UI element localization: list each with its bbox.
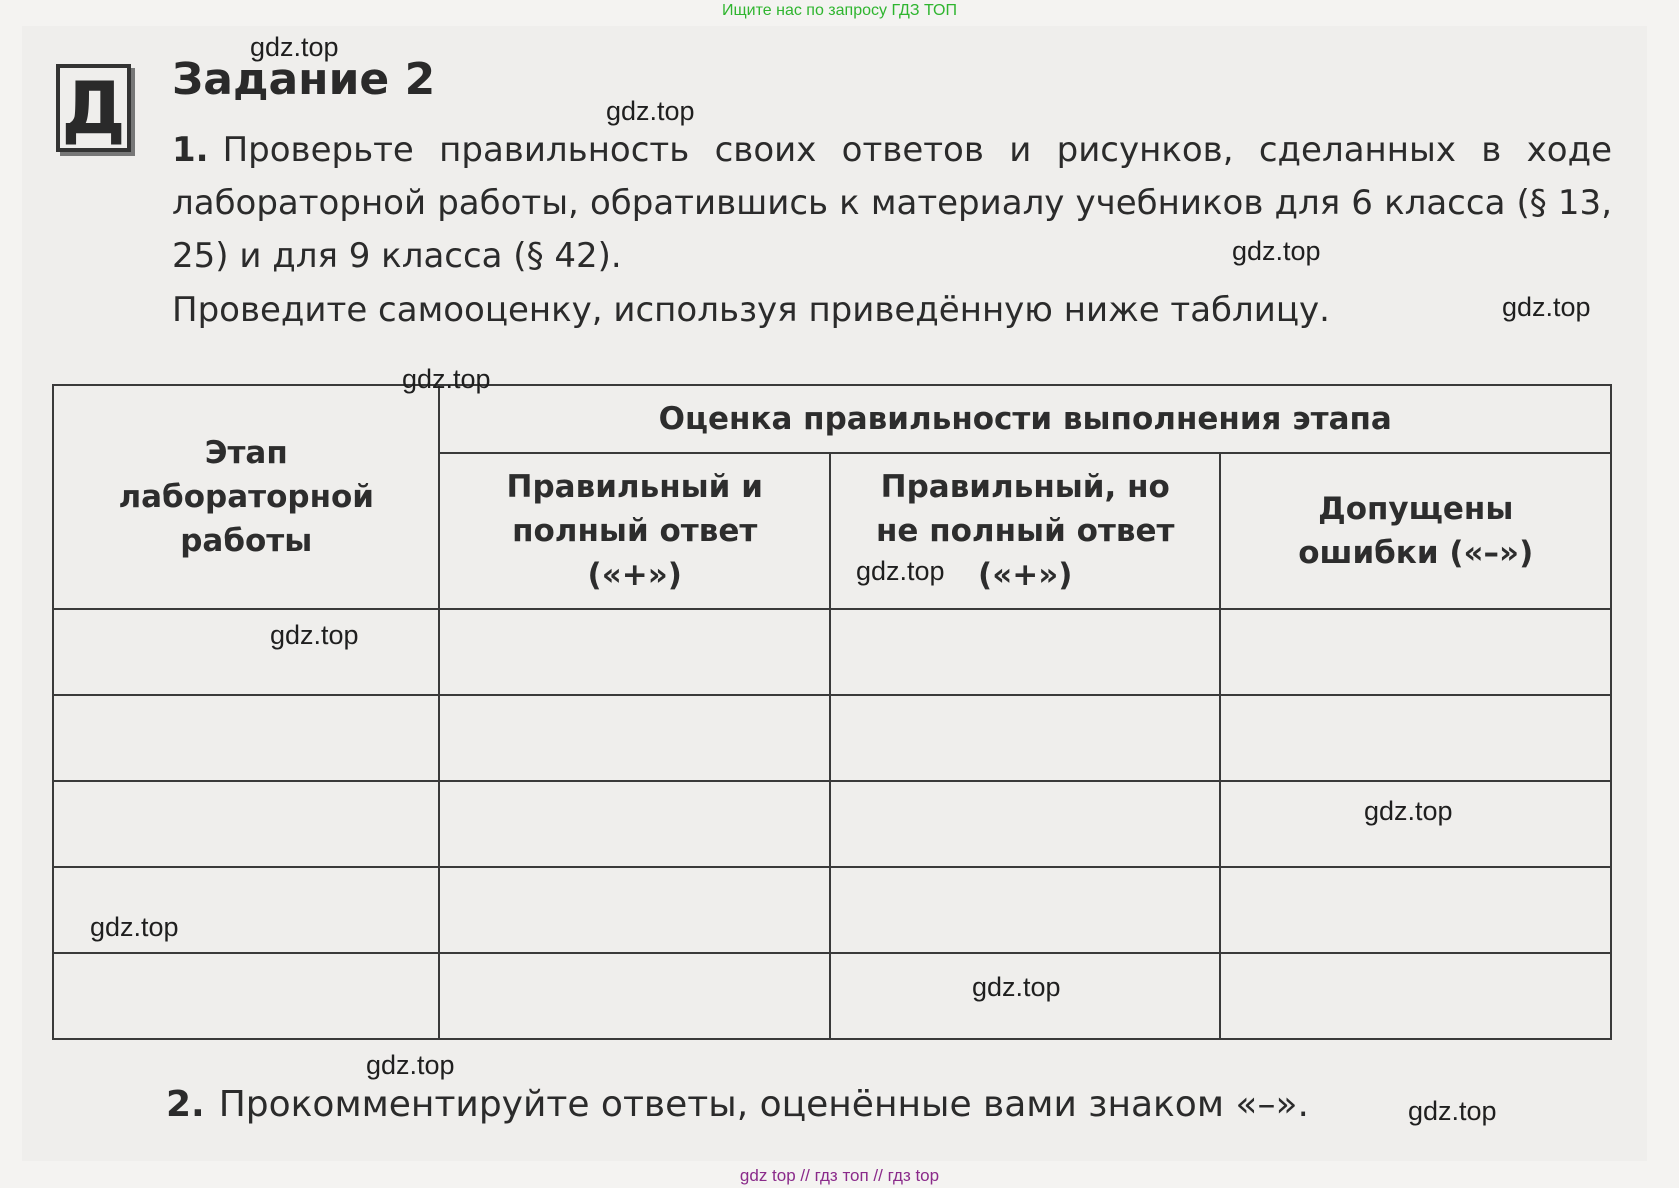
table-cell[interactable] bbox=[53, 781, 439, 867]
step-2-paragraph bbox=[166, 1084, 1309, 1125]
watermark: gdz.top bbox=[250, 32, 339, 62]
table-cell[interactable] bbox=[53, 953, 439, 1039]
watermark: gdz.top bbox=[1364, 796, 1453, 826]
table-cell[interactable] bbox=[439, 695, 830, 781]
step-1-text: Проверьте правильность своих ответов и рисунков, сделанных в ходе лабораторной работы, обратившись к материалу учебников для 6 класса (§ 13, 25) и для 9 класса (§ 42). bbox=[172, 130, 1612, 276]
table-row bbox=[53, 695, 1611, 781]
top-banner[interactable]: Ищите нас по запросу ГДЗ ТОП bbox=[722, 2, 957, 19]
task-title: Задание 2 bbox=[172, 54, 436, 105]
table-cell[interactable] bbox=[53, 609, 439, 695]
table-cell[interactable] bbox=[439, 781, 830, 867]
watermark: gdz.top bbox=[606, 96, 695, 126]
section-letter-badge: Д bbox=[56, 64, 131, 152]
header-correct-full: Правильный и полный ответ («+») bbox=[439, 453, 830, 609]
table-cell[interactable] bbox=[1220, 609, 1611, 695]
watermark: gdz.top bbox=[1232, 236, 1321, 266]
header-stage: Этап лабораторной работы bbox=[53, 385, 439, 609]
bottom-banner[interactable]: gdz top // гдз топ // гдз top bbox=[739, 1166, 940, 1185]
table-cell[interactable] bbox=[439, 609, 830, 695]
watermark: gdz.top bbox=[1502, 292, 1591, 322]
self-assessment-table bbox=[52, 384, 1612, 1040]
watermark: gdz.top bbox=[972, 972, 1061, 1002]
step-2-number: 2. bbox=[166, 1084, 205, 1125]
step-2-text: Прокомментируйте ответы, оценённые вами знаком «–». bbox=[218, 1084, 1309, 1125]
watermark: gdz.top bbox=[270, 620, 359, 650]
header-errors: Допущены ошибки («–») bbox=[1220, 453, 1611, 609]
step-1-paragraph bbox=[172, 124, 1612, 283]
table-row bbox=[53, 953, 1611, 1039]
watermark: gdz.top bbox=[856, 556, 945, 586]
header-evaluation-group: Оценка правильности выполнения этапа bbox=[439, 385, 1611, 453]
table-cell[interactable] bbox=[439, 953, 830, 1039]
table-cell[interactable] bbox=[439, 867, 830, 953]
header-correct-partial: Правильный, но не полный ответ («+») bbox=[830, 453, 1221, 609]
table-cell[interactable] bbox=[830, 781, 1221, 867]
table-cell[interactable] bbox=[830, 695, 1221, 781]
step-1-self-assessment-text: Проведите самооценку, используя приведённую ниже таблицу. bbox=[172, 290, 1330, 330]
watermark: gdz.top bbox=[1408, 1096, 1497, 1126]
table-cell[interactable] bbox=[1220, 695, 1611, 781]
table-cell[interactable] bbox=[1220, 867, 1611, 953]
table-cell[interactable] bbox=[53, 695, 439, 781]
watermark: gdz.top bbox=[366, 1050, 455, 1080]
table-row bbox=[53, 867, 1611, 953]
table-cell[interactable] bbox=[830, 609, 1221, 695]
watermark: gdz.top bbox=[402, 364, 491, 394]
watermark: gdz.top bbox=[90, 912, 179, 942]
table-cell[interactable] bbox=[830, 867, 1221, 953]
step-1-number: 1. bbox=[172, 130, 209, 170]
table-cell[interactable] bbox=[1220, 953, 1611, 1039]
